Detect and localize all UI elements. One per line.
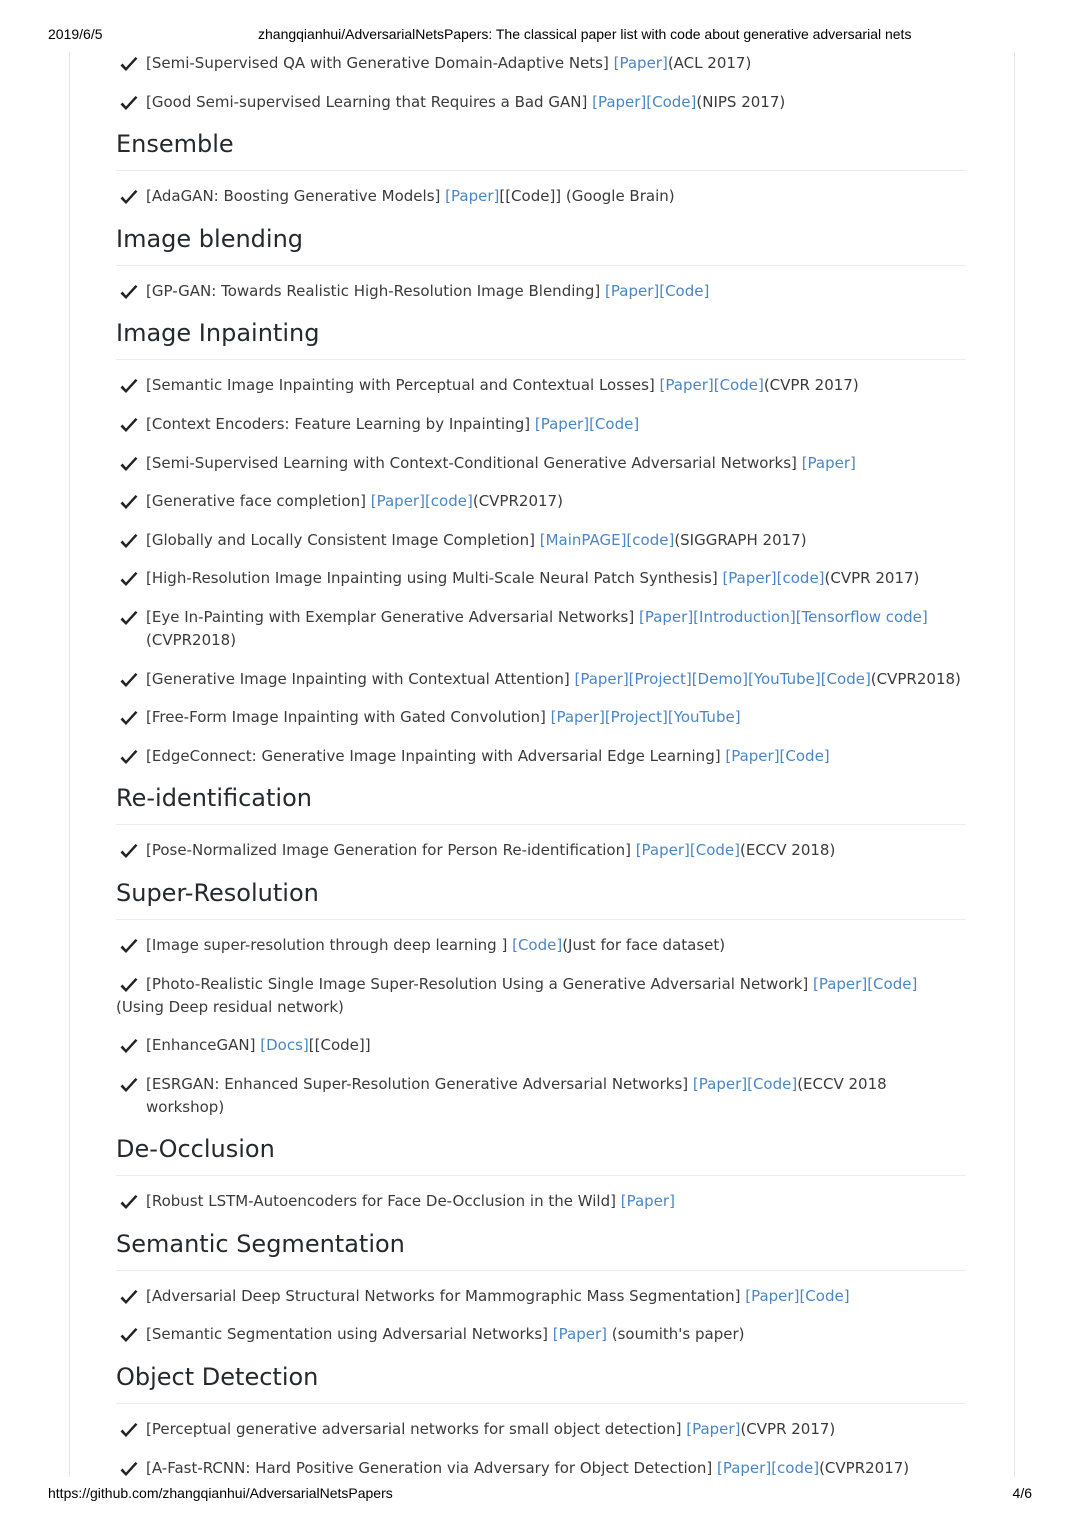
list-item (116, 745, 966, 768)
paper-title: [Semantic Segmentation using Adversarial Networks] (146, 1325, 549, 1344)
paper-link[interactable]: [Paper] (717, 1458, 772, 1477)
list-item (116, 374, 966, 397)
list-item (116, 91, 966, 114)
paper-title: [Generative Image Inpainting with Contextual Attention] (146, 669, 570, 688)
paper-title: [Image super-resolution through deep learning ] (146, 935, 508, 954)
list-item (116, 185, 966, 208)
check-icon (119, 56, 139, 74)
paper-title: [Adversarial Deep Structural Networks for Mammographic Mass Segmentation] (146, 1286, 741, 1305)
print-date: 2019/6/5 (48, 26, 103, 42)
paper-list (116, 374, 966, 767)
list-item (116, 1457, 966, 1480)
paper-link[interactable]: [Code] (747, 1074, 798, 1093)
check-icon (119, 938, 139, 956)
paper-list (116, 1285, 966, 1347)
paper-title: [Globally and Locally Consistent Image Completion] (146, 530, 535, 549)
paper-title: [Robust LSTM-Autoencoders for Face De-Occlusion in the Wild] (146, 1192, 616, 1211)
paper-link[interactable]: [Paper] (534, 414, 590, 433)
paper-title: [A-Fast-RCNN: Hard Positive Generation via Adversary for Object Detection] (146, 1458, 713, 1477)
paper-link[interactable]: [MainPAGE] (539, 530, 627, 549)
paper-list (116, 280, 966, 303)
list-item (116, 52, 966, 75)
print-page-title: zhangqianhui/AdversarialNetsPapers: The classical paper list with code about generative adversarial nets (258, 26, 912, 42)
paper-link[interactable]: [Paper] (613, 54, 668, 72)
check-icon (119, 1327, 139, 1345)
paper-link[interactable]: [Paper] (659, 376, 714, 395)
paper-title: [Pose-Normalized Image Generation for Person Re-identification] (146, 841, 631, 860)
print-page-number: 4/6 (1012, 1485, 1032, 1501)
list-item (116, 668, 966, 691)
paper-link[interactable]: [Code] (713, 376, 764, 395)
section-heading: Image blending (116, 224, 966, 266)
paper-note: [[Code]] (308, 1036, 371, 1055)
list-item (116, 452, 966, 475)
paper-link[interactable]: [Project] (604, 708, 668, 727)
paper-title: [ESRGAN: Enhanced Super-Resolution Generative Adversarial Networks] (146, 1074, 689, 1093)
check-icon (119, 977, 139, 995)
section (116, 1362, 966, 1480)
paper-link[interactable]: [Project] (628, 669, 692, 688)
section-heading: Semantic Segmentation (116, 1229, 966, 1271)
paper-link[interactable]: [Code] (820, 669, 871, 688)
paper-note: (CVPR2017) (472, 492, 563, 511)
paper-link[interactable]: [Introduction] (693, 607, 796, 626)
paper-note: (Using Deep residual network) (116, 997, 344, 1016)
check-icon (119, 533, 139, 551)
print-footer (0, 1482, 1080, 1506)
paper-link[interactable]: [Paper] (722, 569, 777, 588)
paper-note: (NIPS 2017) (696, 92, 786, 111)
check-icon (119, 710, 139, 728)
paper-title: [AdaGAN: Boosting Generative Models] (146, 187, 441, 206)
check-icon (119, 610, 139, 628)
list-item (116, 606, 966, 652)
paper-link[interactable]: [Docs] (260, 1036, 309, 1055)
paper-title: [Context Encoders: Feature Learning by Inpainting] (146, 414, 531, 433)
section (116, 878, 966, 1119)
paper-list (116, 1190, 966, 1213)
list-item (116, 1285, 966, 1308)
paper-note: (CVPR2017) (819, 1458, 910, 1477)
paper-link[interactable]: [Paper] (801, 453, 856, 472)
paper-title: [Photo-Realistic Single Image Super-Resolution Using a Generative Adversarial Network] (146, 974, 809, 993)
check-icon (119, 456, 139, 474)
paper-link[interactable]: [Code] (659, 281, 710, 300)
paper-link[interactable]: [code] (771, 1458, 820, 1477)
list-item (116, 934, 966, 957)
check-icon (119, 1461, 139, 1479)
paper-title: [GP-GAN: Towards Realistic High-Resolution Image Blending] (146, 281, 601, 300)
list-item (116, 1323, 966, 1346)
paper-note: (SIGGRAPH 2017) (674, 530, 807, 549)
paper-note: (CVPR 2017) (740, 1420, 836, 1439)
paper-note: (ACL 2017) (667, 54, 752, 72)
paper-link[interactable]: [Paper] (605, 281, 660, 300)
paper-title: [High-Resolution Image Inpainting using Multi-Scale Neural Patch Synthesis] (146, 569, 718, 588)
paper-title: [Good Semi-supervised Learning that Requires a Bad GAN] (146, 92, 588, 111)
paper-note: (CVPR2018) (870, 669, 961, 688)
paper-title: [Generative face completion] (146, 492, 366, 511)
paper-link[interactable]: [Paper] (635, 841, 690, 860)
check-icon (119, 1038, 139, 1056)
paper-title: [Free-Form Image Inpainting with Gated Convolution] (146, 708, 546, 727)
list-item (116, 1034, 966, 1057)
section-heading: Image Inpainting (116, 318, 966, 360)
paper-link[interactable]: [Code] (779, 746, 830, 765)
section (116, 52, 966, 114)
section (116, 1134, 966, 1213)
paper-link[interactable]: [Paper] (638, 607, 694, 626)
readme-frame (69, 52, 1015, 1477)
list-item (116, 1073, 966, 1119)
paper-title: [Semantic Image Inpainting with Perceptual and Contextual Losses] (146, 376, 655, 395)
list-item (116, 973, 966, 1019)
check-icon (119, 417, 139, 435)
list-item (116, 1190, 966, 1213)
check-icon (119, 1077, 139, 1095)
section (116, 318, 966, 767)
paper-title: [Eye In-Painting with Exemplar Generative Adversarial Networks] (146, 607, 635, 626)
paper-link[interactable]: [Paper] (574, 669, 629, 688)
paper-list (116, 52, 966, 114)
list-item (116, 839, 966, 862)
section (116, 1229, 966, 1347)
section (116, 224, 966, 303)
paper-link[interactable]: [code] (424, 492, 473, 511)
readme-content (116, 52, 966, 1495)
section (116, 783, 966, 862)
paper-title: [Semi-Supervised QA with Generative Domain-Adaptive Nets] (146, 54, 609, 72)
paper-link[interactable]: [Paper] (592, 92, 647, 111)
paper-link[interactable]: [Paper] (745, 1286, 800, 1305)
paper-list (116, 839, 966, 862)
print-url: https://github.com/zhangqianhui/AdversarialNetsPapers (48, 1485, 393, 1501)
paper-link[interactable]: [Code] (867, 974, 918, 993)
paper-note: (CVPR 2017) (763, 376, 859, 395)
check-icon (119, 571, 139, 589)
paper-link[interactable]: [Code] (646, 92, 697, 111)
list-item (116, 490, 966, 513)
paper-list (116, 934, 966, 1119)
paper-link[interactable]: [Paper] (445, 187, 500, 206)
paper-link[interactable]: [Paper] (725, 746, 780, 765)
paper-list (116, 1418, 966, 1480)
paper-link[interactable]: [Code] (799, 1286, 850, 1305)
check-icon (119, 749, 139, 767)
check-icon (119, 494, 139, 512)
paper-note: (soumith's paper) (606, 1325, 745, 1344)
paper-list (116, 185, 966, 208)
paper-link[interactable]: [Paper] (620, 1192, 675, 1211)
paper-link[interactable]: [Code] (689, 841, 740, 860)
section-heading: De-Occlusion (116, 1134, 966, 1176)
paper-note: (ECCV 2018 workshop) (146, 1074, 887, 1116)
paper-link[interactable]: [Paper] (692, 1074, 748, 1093)
paper-link[interactable]: [Paper] (686, 1420, 741, 1439)
paper-note: (Just for face dataset) (562, 935, 726, 954)
paper-title: [EdgeConnect: Generative Image Inpainting with Adversarial Edge Learning] (146, 746, 721, 765)
paper-link[interactable]: [Paper] (552, 1325, 607, 1344)
section-heading: Ensemble (116, 129, 966, 171)
check-icon (119, 189, 139, 207)
section-heading: Super-Resolution (116, 878, 966, 920)
paper-note: (ECCV 2018) (740, 841, 836, 860)
paper-link[interactable]: [Demo] (691, 669, 748, 688)
check-icon (119, 95, 139, 113)
list-item (116, 280, 966, 303)
section-heading: Re-identification (116, 783, 966, 825)
paper-link[interactable]: [Code] (589, 414, 640, 433)
print-header (0, 22, 1080, 46)
paper-title: [Perceptual generative adversarial networks for small object detection] (146, 1420, 682, 1439)
check-icon (119, 672, 139, 690)
check-icon (119, 1194, 139, 1212)
check-icon (119, 284, 139, 302)
paper-note: (CVPR2018) (146, 630, 237, 649)
section-heading: Object Detection (116, 1362, 966, 1404)
check-icon (119, 1422, 139, 1440)
paper-link[interactable]: [YouTube] (667, 708, 741, 727)
paper-link[interactable]: [Code] (512, 935, 563, 954)
paper-note: (CVPR 2017) (824, 569, 920, 588)
check-icon (119, 843, 139, 861)
paper-link[interactable]: [Paper] (550, 708, 605, 727)
check-icon (119, 378, 139, 396)
paper-link[interactable]: [code] (776, 569, 825, 588)
paper-title: [EnhanceGAN] (146, 1036, 256, 1055)
paper-link[interactable]: [Paper] (813, 974, 868, 993)
list-item (116, 706, 966, 729)
section (116, 129, 966, 208)
paper-link[interactable]: [Tensorflow code] (795, 607, 928, 626)
paper-link[interactable]: [code] (626, 530, 675, 549)
paper-note: [[Code]] (Google Brain) (499, 187, 675, 206)
paper-link[interactable]: [Paper] (370, 492, 425, 511)
list-item (116, 413, 966, 436)
paper-title: [Semi-Supervised Learning with Context-Conditional Generative Adversarial Networks] (146, 453, 797, 472)
list-item (116, 529, 966, 552)
check-icon (119, 1289, 139, 1307)
paper-link[interactable]: [YouTube] (747, 669, 821, 688)
list-item (116, 1418, 966, 1441)
list-item (116, 567, 966, 590)
